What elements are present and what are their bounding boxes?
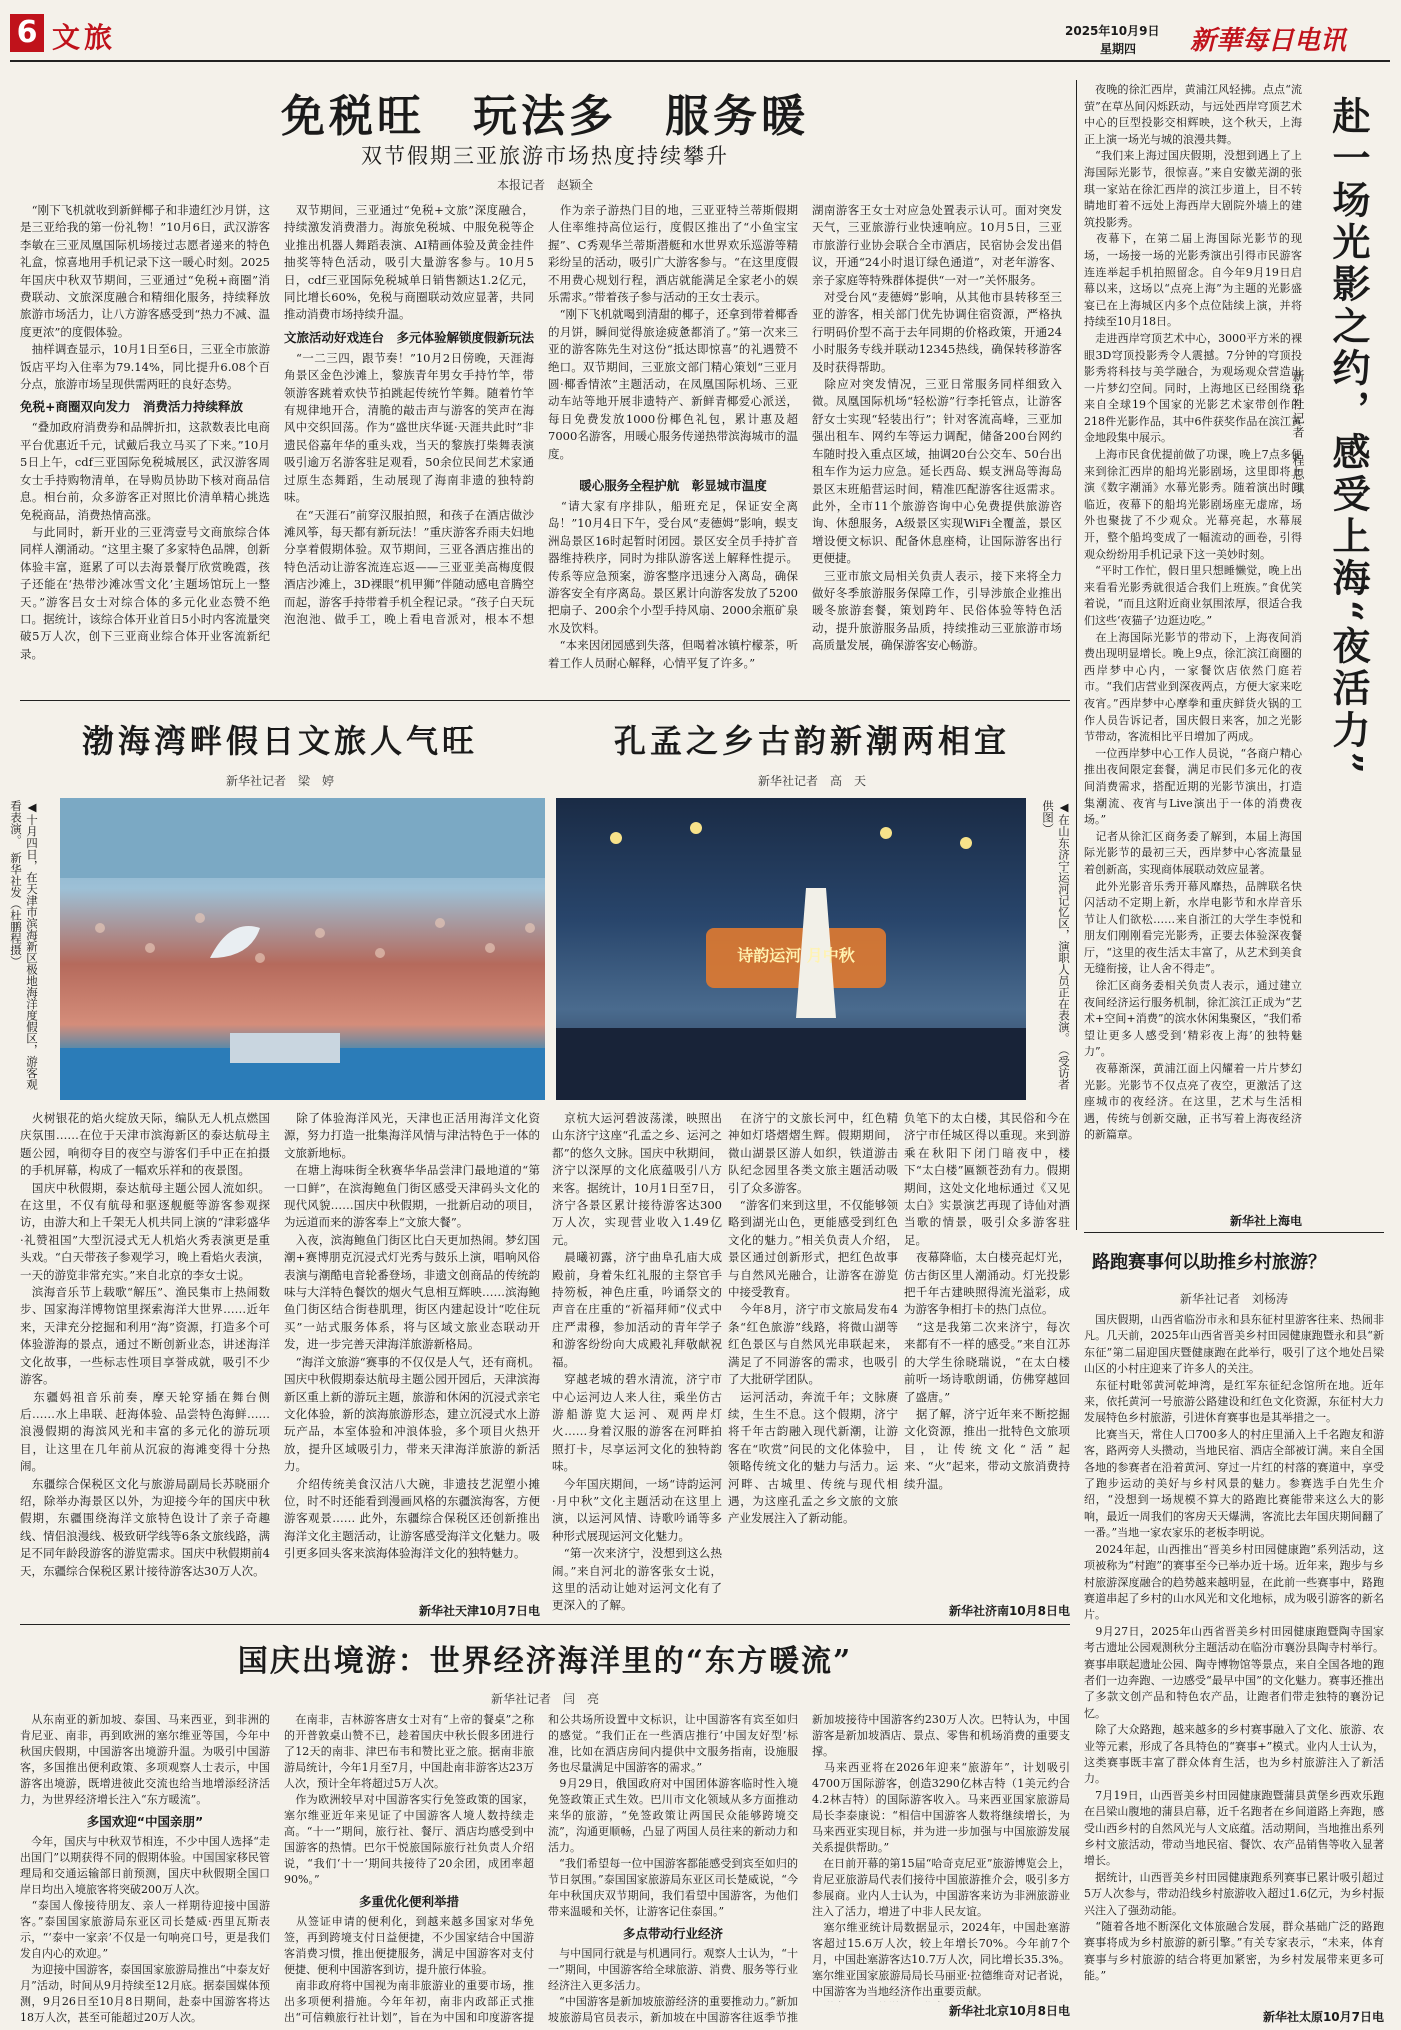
article-tianjin-byline: 新华社记者 梁 婷 [225, 774, 334, 788]
dolphin-shape [210, 926, 260, 958]
tianjin-dateline: 新华社天津10月7日电 [418, 1604, 540, 1618]
shanxi-dateline: 新华社太原10月7日电 [1262, 2010, 1384, 2024]
outbound-paragraph: 今年，国庆与中秋双节相连，不少中国人选择“走出国门”以期获得不同的假期体验。中国国家移民管理局和交通运输部日前预测，国庆中秋假期全国口岸日均出入境旅客将突破200万人次。 “泰国人像接待朋友、亲人一样期待迎接中国游客。”泰国国家旅游局东亚区司长楚威·西里瓦斯表示，“‘泰中一家亲’不仅是一句响亮口号，更是我们发自内心的欢迎。” 为迎接中国游客，泰国国家旅游局推出“中泰友好月”活动，时间从9月持续至12月底。据泰国媒体预测，9月26日至10月8日期间，赴泰中国游客将达18万人次，甚至可能超过20万人次。 [20, 1835, 270, 2024]
sanya-paragraph: 作为亲子游热门目的地，三亚亚特兰蒂斯假期人住率维持高位运行，度假区推出了“小鱼宝宝握”、C秀观华兰蒂斯潜艇和水世界欢乐巡游等精彩纷呈的活动，吸引广大游客参与。“在这里度假不用费心规划行程，酒店就能满足全家老小的娱乐需求。”带着孩子参与活动的王女士表示。 “刚下飞机就喝到清甜的椰子，还拿到带着椰香的月饼，瞬间觉得旅途疲惫都消了。”第一次来三亚的游客陈先生对这份“抵达即惊喜”的礼遇赞不绝口。双节期间，三亚旅文部门精心策划“三亚月圆·椰香情浓”主题活动，在凤凰国际机场、三亚动车站等地开展非遗特产、新鲜青椰爱心派送，每日免费发放1000份椰色礼包，累计惠及超7000名游客，用暖心服务传递热带滨海城市的温度。 [548, 203, 798, 461]
outbound-paragraph: 与中国同行就是与机遇同行。观察人士认为，“十一”期间，中国游客给全球旅游、消费、服务等行业经济注入更多活力。 “中国游客是新加坡旅游经济的重要推动力。”新加坡旅游局官员表示，新加坡在中国游客往返季节推 [548, 1947, 798, 2024]
tianjin-column-1: 火树银花的焰火绽放天际，编队无人机点燃国庆氛围……在位于天津市滨海新区的泰达航母主题公园，响彻夺目的夜空与游客们手中正在拍摄的手机屏幕，构成了一幅欢乐祥和的夜景图。 国庆中秋假期，泰达航母主题公园人流如织。在这里，不仅有航母和驱逐舰艇等游客参观探访，由游大和上千架无人机共同上演的“津彩盛华·礼赞祖国”大型沉浸式无人机焰火秀表演更是重头戏。“白天带孩子参观学习，晚上看焰火表演，一天的游览非常充实。”来自北京的李女士说。 滨海音乐节上载歌“解压”、渔民集市上热闹数步、国家海洋博物馆里探索海洋大世界……近年来，天津充分挖掘和利用“海”资源，打造多个可体验游海的景点，通过不断创新业态，讲述海洋文化故事，一些标志性项目享誉成就，吸引不少游客。 东疆妈祖音乐前奏，摩天轮穿插在舞台侧后……水上串联、赶海体验、品尝特色海鲜……浪漫假期的海滨风光和丰富的多元化的游玩项目，让这里在几年前从沉寂的海滩变得十分热闹。 东疆综合保税区文化与旅游局副局长苏晓丽介绍，除举办海景区以外，为迎接今年的国庆中秋假期，东疆围绕海洋文旅特色设计了亲子奇趣线、情侣浪漫线、极致研学线等6条文旅线路，满足不同年龄段游客的游览需求。国庆中秋假期前4天，东疆综合保税区累计接待游客达30万人次。 [20, 1111, 270, 1578]
article-shanxi-title: 路跑赛事何以助推乡村旅游？ [1092, 1252, 1326, 1273]
section-divider [1084, 1232, 1384, 1233]
article-tianjin-title: 渤海湾畔假日文旅人气旺 [81, 722, 478, 760]
outbound-paragraph: 在南非，吉林游客唐女士对有“上帝的餐桌”之称的开普敦桌山赞不已，趁着国庆中秋长假多团进行了12天的南非、津巴布韦和赞比亚之旅。据南非旅游局统计，今年1月至7月，中国赴南非游客达23万人次，预计全年将超过5万人次。 作为欧洲较早对中国游客实行免签政策的国家，塞尔维亚近年来见证了中国游客人境人数持续走高。“十一”期间，旅行社、餐厅、酒店均感受到中国游客的热情。巴尔干悦旅国际旅行社负责人介绍说，“我们‘十一’期间共接待了20余团，成团率超90%。” [284, 1713, 534, 1886]
masthead-rule [10, 60, 1390, 62]
article-shanxi-byline: 新华社记者 刘杨涛 [1179, 1292, 1288, 1306]
sanya-subhead-3: 暖心服务全程护航 彰显城市温度 [579, 478, 767, 493]
shanghai-dateline: 新华社上海电 [1229, 1214, 1302, 1228]
tianjin-column-2: 除了体验海洋风光，天津也正活用海洋文化资源，努力打造一批集海洋风情与津沽特色于一体的文旅新地标。 在塘上海味街全秋赛华华品尝津门最地道的“第一口鲜”，在滨海鲍鱼门街区感受天津码头文化的现代风貌……国庆中秋假期，一批新启动的项目，为远道而来的游客奉上“文旅大餐”。 入夜，滨海鲍鱼门街区比白天更加热闹。梦幻国潮+赛博朋克沉浸式灯光秀与鼓乐上演，唱响风俗表演与潮酷电音轮番登场，非遗文创商品的传统韵味与大洋特色餐饮的烟火气息相互辉映……滨海鲍鱼门街区结合街巷肌理，街区内建起设计“吃住玩买”一站式服务体系，将与区域文旅业态联动开发，进一步完善天津海洋旅游新格局。 “海洋文旅游“赛事的不仅仅是人气，还有商机。国庆中秋假期泰达航母主题公园开园后，天津滨海新区重上新的游玩主题，旅游和休闲的沉浸式亲宅文化体验，新的滨海旅游形态，建立沉浸式水上游玩产品，本室体验和冲浪体验，多个项目火热开放，提升区域吸引力，带来天津海洋旅游的新活力。 介绍传统美食汉沽八大碗，非遗技艺泥塑小摊位，时不时还能看到漫画风格的东疆滨海客，方便游客观景…… 此外，东疆综合保税区还创新推出海洋文化主题活动，让游客感受海洋文化魅力。吸引更多回头客来滨海体验海洋文化的独特魅力。 [284, 1111, 540, 1561]
shanghai-byline: 新华社记者 程思琪 [1291, 370, 1305, 496]
outbound-column-4 [812, 1712, 1070, 2024]
jining-dateline: 新华社济南10月8日电 [948, 1604, 1070, 1618]
article-sanya-byline: 本报记者 赵颖全 [496, 178, 593, 192]
issue-date: 2025年10月9日 [1065, 24, 1160, 38]
outbound-column-3 [548, 1712, 798, 2024]
shanxi-body: 国庆假期，山西省临汾市永和县东征村里游客往来、热闹非凡。几天前，2025年山西省晋美乡村田园健康跑暨永和县“新东征”第二届迎国庆暨健康跑在此举行，吸引了这个地处吕梁山区的小村庄迎来了许多人的关注。 东征村毗邻黄河乾坤湾，是红军东征纪念馆所在地。近年来，依托黄河一号旅游公路建设和红色文化资源，东征村大力发展特色乡村旅游，引进休育赛事也是其举措之一。 比赛当天，常住人口700多人的村庄里涌入上千名跑友和游客，路两旁人头攒动，当地民宿、酒店全部被订满。来自全国各地的参赛者在沿着黄河、穿过一片红的村落的赛道中，享受了跑步运动的美好与乡村风景的魅力。参赛选手白先生介绍，“没想到一场规模不算大的路跑比赛能带来这么大的影响，最近一周我们的客房天天爆满，客流比去年国庆期间翻了一番。”当地一家农家乐的老板李明说。 2024年起，山西推出“晋美乡村田园健康跑”系列活动，这项被称为“村跑”的赛事至今已举办近十场。近年来，跑步与乡村旅游深度融合的趋势越来越明显，在此前一些赛事中，路跑赛道串起了乡村的山水风光和文化地标，成为吸引游客的新名片。 9月27日，2025年山西省晋美乡村田园健康跑暨陶寺国家考古遗址公园观测秋分主题活动在临汾市襄汾县陶寺村举行。赛事串联起遗址公园、陶寺博物馆等景点，来自全国各地的跑者们一边奔跑、一边感受“最早中国”的文化魅力。赛事还推出了多款文创产品和特色农产品，让跑者们带走独特的襄汾记忆。 除了大众路跑，越来越多的乡村赛事融入了文化、旅游、农业等元素，形成了各具特色的“赛事+”模式。业内人士认为，这类赛事既丰富了群众体育生活，也为乡村旅游注入了新活力。 7月19日，山西晋美乡村田园健康跑暨蒲县黄堡乡西欢乐跑在吕梁山腹地的蒲县启幕，近千名跑者在乡间道路上奔跑，感受山西乡村的自然风光与人文底蕴。活动期间，当地推出系列乡村文旅活动，带动当地民宿、餐饮、农产品销售等收入显著增长。 据统计，山西晋美乡村田园健康跑系列赛事已累计吸引超过5万人次参与，带动沿线乡村旅游收入超过1.6亿元，为乡村振兴注入了强劲动能。 “随着各地不断深化文体旅融合发展，群众基础广泛的路跑赛事将成为乡村旅游的新引擎。”有关专家表示，“未来，体育赛事与乡村旅游的结合将更加紧密，为乡村发展带来更多可能。” [1084, 1313, 1384, 1983]
sanya-column-3 [548, 202, 798, 692]
shanghai-title: 赴一场光影之约，感受上海“夜活力” [1326, 96, 1371, 778]
section-divider [20, 700, 1070, 701]
issue-weekday: 星期四 [1100, 42, 1137, 56]
page-number: 6 [16, 15, 38, 50]
article-outbound-byline: 新华社记者 闫 亮 [490, 1692, 599, 1706]
sanya-column-2 [284, 202, 534, 692]
section-name: 文旅 [52, 21, 117, 54]
article-sanya-subtitle: 双节假期三亚旅游市场热度持续攀升 [361, 144, 729, 168]
outbound-paragraph: 新加坡接待中国游客约230万人次。巴特认为，中国游客是新加坡酒店、景点、零售和机场消费的重要支撑。 马来西亚将在2026年迎来“旅游年”，计划吸引4700万国际游客，创造3290亿林吉特（1美元约合4.2林吉特）的国际游客收入。马来西亚国家旅游局局长李泰康说：“相信中国游客人数将继续增长，为马来西亚实现目标，并为进一步加强与中国旅游发展关系提供帮助。” 在日前开幕的第15届“哈奇克尼亚”旅游博览会上，肯尼亚旅游局代表们接待中国旅游推介会，吸引多方参展商。业内人士认为，中国游客来访为非洲旅游业注入了活力，增进了中非人民友谊。 塞尔维亚统计局数据显示，2024年，中国赴塞游客超过15.6万人次，较上年增长70%。今年前7个月，中国赴塞游客达10.7万人次，同比增长35.3%。塞尔维亚国家旅游局局长马丽亚·拉德维奇对记者说，中国游客为当地经济作出重要贡献。 [812, 1713, 1070, 1998]
sanya-paragraph: “一二三四，跟节奏！”10月2日傍晚，天涯海角景区金色沙滩上，黎族青年男女手持竹竿，带领游客跳着欢快节拍跳起传统竹竿舞。随着竹竿有规律地开合，清脆的敲击声与游客的笑声在海风中交织回荡。作为“盛世庆华诞·天涯共此时”非遗民俗嘉年华的重头戏，当天的黎族打柴舞表演吸引逾万名游客驻足观看，50余位民间艺术家通过原生态舞蹈，生动展现了海南非遗的独特韵味。 在“天涯石”前穿汉服拍照，和孩子在酒店做沙滩风筝，每天都有新玩法！”重庆游客乔雨夫妇地分享着假期体验。双节期间，三亚各酒店推出的特色活动让游客流连忘返——三亚亚美高梅度假酒店沙滩上，3D裸眼“机甲狮”伴随动感电音腾空而起，游客手持带着手机全程记录。“孩子白天玩泡泡池、做手工，晚上看电音派对，根本不想 [284, 350, 534, 626]
outbound-column-1 [20, 1712, 270, 2024]
article-sanya-title: 免税旺 玩法多 服务暖 [281, 91, 809, 142]
article-jining-byline: 新华社记者 高 天 [757, 774, 866, 788]
outbound-column-2 [284, 1712, 534, 2024]
stage-banner-text: 诗韵运河 月中秋 [737, 946, 855, 965]
sanya-column-1 [20, 202, 270, 692]
section-divider [20, 1624, 1070, 1625]
sanya-paragraph: 双节期间，三亚通过“免税+文旅”深度融合，持续激发消费潜力。海旅免税城、中服免税等企业推出机器人舞蹈表演、AI精画体验及黄金挂件抽奖等特色活动，吸引大量游客参与。10月5日，cdf三亚国际免税城单日销售额达1.2亿元，同比增长60%，免税与商圈联动效应显著，共同推动消费市场持续升温。 [284, 203, 534, 322]
article-jining-title: 孔孟之乡古韵新潮两相宜 [613, 722, 1010, 760]
outbound-subhead-3: 多点带动行业经济 [622, 1926, 723, 1941]
outbound-paragraph: 从东南亚的新加坡、泰国、马来西亚，到非洲的肯尼亚、南非，再到欧洲的塞尔维亚等国，今年中秋国庆假期，中国游客出境游升温。为吸引中国游客，多国推出便利政策、多项观察人士表示，中国游客出境游，既增进彼此交流也给当地增添经济活力，为世界经济增长注入“东方暖流”。 [20, 1713, 270, 1806]
shanghai-body: 夜晚的徐汇西岸，黄浦江风轻拂。点点“流萤”在草丛间闪烁跃动，与远处西岸穹顶艺术中心的巨型投影交相辉映，这个秋天，上海正上演一场光与城的浪漫共舞。 “我们来上海过国庆假期，没想到遇上了上海国际光影节，很惊喜。”来自安徽芜湖的张琪一家站在徐汇西岸的滨江步道上，目不转睛地盯着不远处上海西岸大剧院外墙上的建筑投影秀。 夜幕下，在第二届上海国际光影节的现场，一场接一场的光影秀演出引得市民游客连连举起手机拍照留念。自今年9月19日启幕以来，这场以“点亮上海”为主题的光影盛宴已在上海城区内多个点位陆续上演，并将持续至10月18日。 走进西岸穹顶艺术中心，3000平方米的裸眼3D穹顶投影秀令人震撼。7分钟的穹顶投影秀将科技与美学融合，为观场观众营造出一片梦幻空间。同时，上海地区已经围绕了来自全球19个国家的光影艺术家带创作的218件光影作品，其中6件获奖作品在滨江黄金地段集中展示。 上海市民食优提前做了功课，晚上7点多便来到徐汇西岸的船坞光影剧场，这里即将上演《数字潮涌》水幕光影秀。随着演出时间临近，夜幕下的船坞光影剧场座无虚席，场外也聚拢了不少观众。光幕亮起，水幕展开，整个船坞变成了一幅流动的画卷，引得观众纷纷用手机记录下这一美妙时刻。 “平时工作忙，假日里只想睡懒觉，晚上出来看看光影秀就很适合我们上班族。”食优笑着说，“而且这附近商业氛围浓厚，很适合我们这些‘夜猫子’边逛边吃。” 在上海国际光影节的带动下，上海夜间消费出现明显增长。晚上9点，徐汇滨江商圈的西岸梦中心内，一家餐饮店依然门庭若市。“我们店营业到深夜两点，方便大家来吃夜宵。”西岸梦中心摩拳和重庆鲜货火锅的工作人员告诉记者，国庆假日来客，加之光影节带动，客流相比平日增加了两成。 一位西岸梦中心工作人员说，“各商户精心推出夜间限定套餐，满足市民们多元化的夜间消费需求，搭配近期的光影节演出，打造集潮流、夜宵与Live演出于一体的消费夜场。” 记者从徐汇区商务委了解到，本届上海国际光影节的最初三天，西岸梦中心客流量显着创新高，实现商体展联动效应显著。 此外光影音乐秀开幕风靡热，品牌联名快闪活动不定期上新，水岸电影节和水岸音乐节让人们欲松……来自浙江的大学生李悦和朋友们刚刚看完光影秀，正要去体验深夜餐厅，“这里的夜生活太丰富了，从艺术到美食无缝衔接，让人舍不得走”。 徐汇区商务委相关负责人表示，通过建立夜间经济运行服务机制，徐汇滨江正成为“艺术+空间+消费”的滨水休闲集聚区，“我们希望让更多人感受到‘精彩夜上海’的独特魅力”。 夜幕渐深，黄浦江面上闪耀着一片片梦幻光影。光影节不仅点亮了夜空，更激活了这座城市的夜经济。在这里，艺术与生活相遇，传统与创新交融，正书写着上海夜经济的新篇章。 [1084, 83, 1302, 1142]
sanya-paragraph: “叠加政府消费券和品牌折扣，这款数表比电商平台优惠近千元，试戴后我立马买了下来。”10月5日上午，cdf三亚国际免税城展区，武汉游客周女士手持购物清单，在导购员协助下核对商品信息。相台前，众多游客正对照比价清单精心挑选免税商品，消费热情高涨。 与此同时，新开业的三亚湾壹号文商旅综合体同样人潮涌动。“这里主聚了多家特色品牌，创新体验丰富，逛累了可以去海景餐厅欣赏晚霞，孩子还能在‘热带沙滩冰雪文化’主题场馆玩上一整天。”游客吕女士对综合体的多元化业态赞不绝口。据统计，该综合体开业首日5小时内客流量突破5万人次，创下三亚商业综合体开业客流新纪录。 [20, 420, 270, 661]
article-outbound-title: 国庆出境游：世界经济海洋里的“东方暖流” [237, 1644, 853, 1679]
outbound-dateline: 新华社北京10月8日电 [948, 2004, 1070, 2018]
jining-column-3: 负笔下的太白楼，其民俗和今在济宁市任城区得以重现。来到游乘在秋阳下闭门暗夜中，楼下“太白楼”匾额苍劲有力。假期期间，这处文化地标通过《又见太白》实景演艺再现了诗仙对酒当歌的情景，吸引众多游客驻足。 夜幕降临，太白楼亮起灯光，仿古街区里人潮涌动。灯光投影把千年古建映照得流光溢彩，成为游客争相打卡的热门点位。 “这是我第二次来济宁，每次来都有不一样的感受。”来自江苏的大学生徐晓瑞说，“在太白楼前听一场诗歌朗诵，仿佛穿越回了盛唐。” 据了解，济宁近年来不断挖掘文化资源，推出一批特色文旅项目，让传统文化“活”起来、“火”起来，带动文旅消费持续升温。 [904, 1111, 1070, 1491]
jining-photo-caption: ◀在山东济宁运河记忆区，演职人员正在表演。 （受访者供图） [1041, 800, 1071, 1090]
outbound-paragraph: 从签证申请的便利化，到越来越多国家对华免签，再到跨境支付日益便捷，不少国家结合中国游客消费习惯，推出便捷服务，满足中国游客对支付便捷、便利中国游客到访，提升旅行体验。 南非政府将中国视为南非旅游业的重要市场，推出多项便利措施。今年年初，南非内政部正式推出“可信赖旅行社计划”，旨在为中国和印度游客提 [284, 1915, 534, 2024]
outbound-subhead-2: 多重优化便利举措 [358, 1894, 459, 1909]
sanya-column-4 [812, 202, 1062, 692]
sanya-subhead-2: 文旅活动好戏连台 多元体验解锁度假新玩法 [284, 329, 535, 345]
newspaper-logo: 新華每日电讯 [1190, 26, 1347, 56]
dolphin-show-illustration [60, 798, 545, 1100]
jining-canal-performance-photo [556, 798, 1026, 1100]
sanya-subhead-1: 免税+商圈双向发力 消费活力持续释放 [20, 399, 243, 415]
outbound-paragraph: 和公共场所设置中文标识，让中国游客有宾至如归的感觉。“我们正在一些酒店推行‘中国友好型’标准，比如在酒店房间内提供中文服务指南，设施服务也尽量满足中国游客的需求。” 9月29日，俄国政府对中国团体游客临时性入境免签政策正式生效。巴川市文化领域从多方面推动来华的旅游，“免签政策让两国民众能够跨境交流”，沟通更顺畅，凸显了两国人员往来的新动力和活力。 “我们希望每一位中国游客都能感受到宾至如归的节日氛围。”泰国国家旅游局东亚区司长楚威说，“今年中秋国庆双节期间，我们看望中国游客，为他们带来温暖和关怀，让游客记住泰国。” [548, 1713, 798, 1918]
sanya-paragraph: “请大家有序排队，船班充足，保证安全离岛！”10月4日下午，受台风“麦德姆”影响，蜈支洲岛景区16时起暂时闭园。景区安全员手持扩音器维持秩序，同时为排队游客送上解释性提示。传系等应急预案，游客整序迅速分入离岛，确保游客安全有序离岛。景区累计向游客发放了5200把扇子、200余个小型手持风扇、2000余瓶矿泉水及饮料。 “本来因闭园感到失落，但喝着冰镇柠檬茶，听着工作人员耐心解释，心情平复了许多。” [548, 499, 798, 670]
column-divider [1076, 80, 1077, 1230]
jining-column-2: 在济宁的文旅长河中，红色精神如灯塔熠熠生辉。假期期间，微山湖景区游人如织，铁道游击队纪念园里各类文旅主题活动吸引了众多游客。 “游客们来到这里，不仅能够领略到湖光山色，更能感受到红色文化的魅力。”相关负责人介绍，景区通过创新形式，把红色故事与自然风光融合，让游客在游览中接受教育。 今年8月，济宁市文旅局发布4条“红色旅游”线路，将微山湖等红色景区与自然风光串联起来，满足了不同游客的需求，也吸引了大批研学团队。 运河活动，奔流千年；文脉赓续，生生不息。这个假期，济宁将千年古韵融入现代新潮，让游客在“吹赏”问民的文化体验中，领略传统文化的魅力与活力。运河畔、古城里、传统与现代相遇，为这座孔孟之乡文旅的文旅产业发展注入了新动能。 [728, 1111, 898, 1526]
jining-column-1: 京杭大运河碧波荡漾，映照出山东济宁这座“孔孟之乡、运河之都”的悠久文脉。国庆中秋期间，济宁以深厚的文化底蕴吸引八方来客。据统计，10月1日至7日，济宁各景区累计接待游客达300万人次，实现营业收入1.49亿元。 晨曦初露，济宁曲阜孔庙大成殿前，身着朱红礼服的主祭官手持笏板，神色庄重，吟诵祭文的声音在庄重的“祈福拜师”仪式中庄严肃穆，参加活动的青年学子和游客纷纷向大成殿礼拜敬献祝福。 穿越老城的碧水清流，济宁市中心运河边人来人往，乘坐仿古游船游览大运河、观两岸灯火……身着汉服的游客在河畔拍照打卡，尽享运河文化的独特韵味。 今年国庆期间，一场“诗韵运河·月中秋”文化主题活动在这里上演，以运河风情、诗歌吟诵等多种形式展现运河文化魅力。 “第一次来济宁，没想到这么热闹。”来自河北的游客张女士说，这里的活动让她对运河文化有了更深入的了解。 [552, 1111, 722, 1613]
sanya-paragraph: “刚下飞机就收到新鲜椰子和非遗红沙月饼，这是三亚给我的第一份礼物！”10月6日，武汉游客李敏在三亚凤凰国际机场接过志愿者递来的特色礼盒，惊喜地用手机记录下这一暖心时刻。2025年国庆中秋双节期间，三亚通过“免税+商圈”消费联动、文旅深度融合和精细化服务，持续释放旅游市场活力，让八方游客感受到“热力不减、温度更浓”的度假体验。 抽样调查显示，10月1日至6日，三亚全市旅游饭店平均入住率为79.14%，同比提升6.08个百分点，旅游市场呈现供需两旺的良好态势。 [20, 203, 270, 392]
page-number-badge [10, 14, 44, 52]
tianjin-photo-caption: ◀十月四日，在天津市滨海新区极地海洋度假区，游客观看表演。 新华社发（杜鹏程摄） [9, 800, 39, 1090]
tianjin-dolphin-show-photo [60, 798, 545, 1100]
outbound-subhead-1: 多国欢迎“中国亲朋” [86, 1814, 204, 1829]
sanya-paragraph: 湖南游客王女士对应急处置表示认可。面对突发天气，三亚旅游行业快速响应。10月5日，三亚市旅游行业协会联合全市酒店，民宿协会发出倡议，开通“24小时退订绿色通道”，对老年游客、亲子家庭等特殊群体提供“一对一”关怀服务。 对受台风“麦德姆”影响，从其他市县转移至三亚的游客，相关部门优先协调住宿资源，严格执行明码价型不高于去年同期的价格政策，开通24小时服务专线并联动12345热线，确保转移游客及时获得帮助。 除应对突发情况，三亚日常服务同样细致入微。凤凰国际机场“轻松游”行李托管点，让游客舒女士实现“轻装出行”；针对客流高峰，三亚加强出租车、网约车等运力调配，储备200台网约车随时投入重点区域，抽调20台公交车、50台出租车作为运力应急。延长西岛、蜈支洲岛等海岛景区末班船营运时间，精准匹配游客往返需求。此外，全市11个旅游咨询中心免费提供旅游咨询、休憩服务，A级景区实现WiFi全覆盖，景区增设便文标识、配备休息座椅，让国际游客出行更便捷。 三亚市旅文局相关负责人表示，接下来将全力做好冬季旅游服务保障工作，引导涉旅企业推出暖冬旅游套餐，策划跨年、民俗体验等特色活动，提升旅游服务品质，持续推动三亚旅游市场高质量发展，确保游客安心畅游。 [812, 203, 1062, 653]
